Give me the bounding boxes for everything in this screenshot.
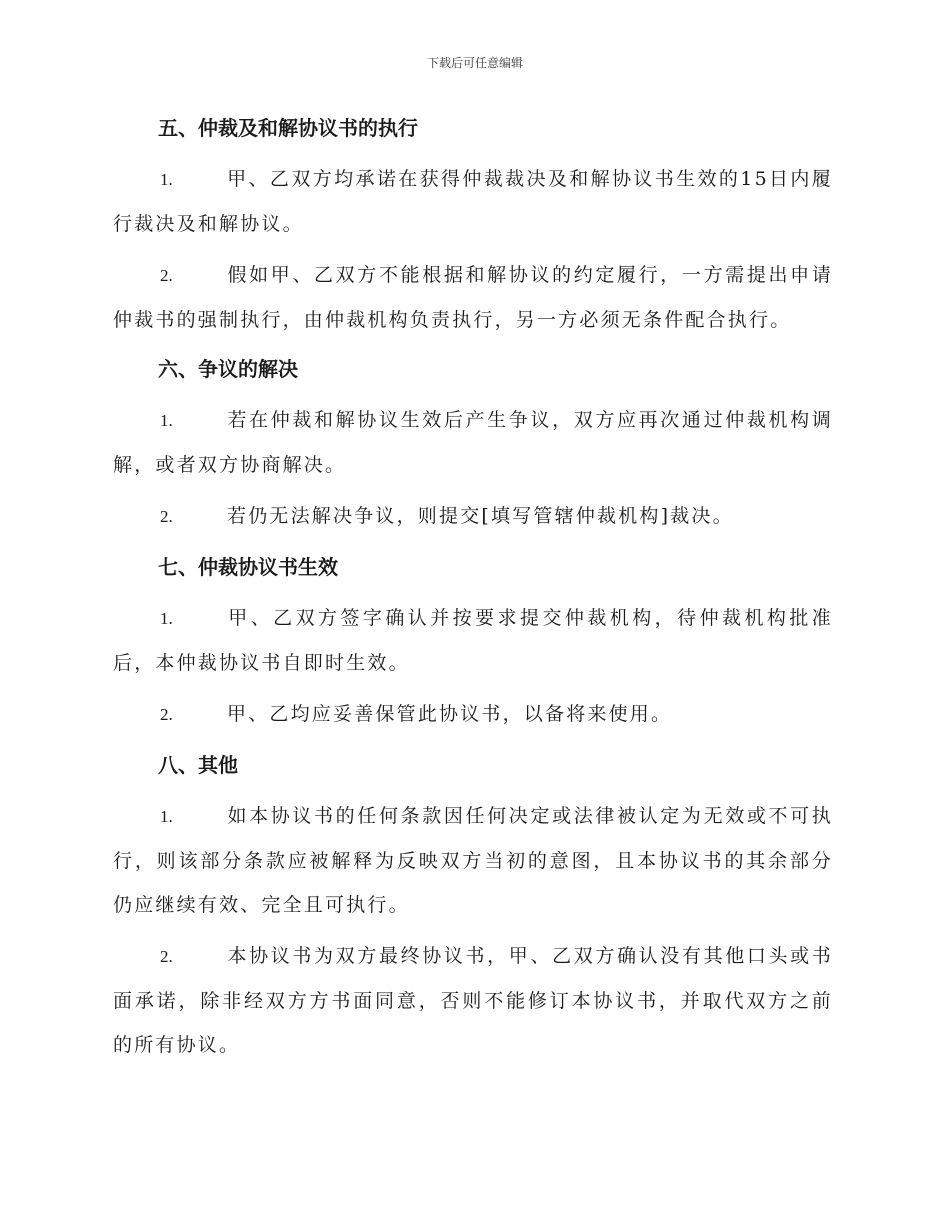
clause-text: 甲、乙均应妥善保管此协议书，以备将来使用。 bbox=[227, 703, 673, 725]
section-heading: 五、仲裁及和解协议书的执行 bbox=[158, 116, 418, 140]
clause bbox=[113, 692, 833, 737]
clause bbox=[113, 157, 833, 246]
clause-text: 如本协议书的任何条款因任何决定或法律被认定为无效或不可执行，则该部分条款应被解释为反映双方当初的意图，且本协议书的其余部分仍应继续有效、完全且可执行。 bbox=[113, 805, 833, 916]
clause-text: 甲、乙双方签字确认并按要求提交仲裁机构，待仲裁机构批准后，本仲裁协议书自即时生效。 bbox=[113, 607, 833, 674]
section-heading: 六、争议的解决 bbox=[158, 357, 298, 381]
clause-text: 若在仲裁和解协议生效后产生争议，双方应再次通过仲裁机构调解，或者双方协商解决。 bbox=[113, 409, 833, 476]
clause-number: 1. bbox=[160, 609, 173, 628]
clause bbox=[113, 934, 833, 1067]
clause-text: 本协议书为双方最终协议书，甲、乙双方确认没有其他口头或书面承诺，除非经双方方书面同意，否则不能修订本协议书，并取代双方之前的所有协议。 bbox=[113, 945, 833, 1056]
clause bbox=[113, 398, 833, 487]
clause-text: 甲、乙双方均承诺在获得仲裁裁决及和解协议书生效的15日内履行裁决及和解协议。 bbox=[113, 168, 833, 235]
clause bbox=[113, 253, 833, 342]
clause-text: 若仍无法解决争议，则提交[填写管辖仲裁机构]裁决。 bbox=[227, 505, 734, 527]
document-body bbox=[113, 108, 833, 1074]
clause-number: 2. bbox=[160, 947, 173, 966]
clause-number: 2. bbox=[160, 507, 173, 526]
clause-number: 1. bbox=[160, 807, 173, 826]
clause bbox=[113, 494, 833, 539]
clause-number: 2. bbox=[160, 266, 173, 285]
clause-number: 1. bbox=[160, 170, 173, 189]
section-heading: 七、仲裁协议书生效 bbox=[158, 555, 338, 579]
clause bbox=[113, 794, 833, 927]
clause-number: 1. bbox=[160, 411, 173, 430]
page-header: 下载后可任意编辑 bbox=[426, 56, 523, 70]
clause-text: 假如甲、乙双方不能根据和解协议的约定履行，一方需提出申请仲裁书的强制执行，由仲裁机构负责执行，另一方必须无条件配合执行。 bbox=[113, 264, 833, 331]
clause-number: 2. bbox=[160, 705, 173, 724]
clause bbox=[113, 596, 833, 685]
section-heading: 八、其他 bbox=[158, 753, 238, 777]
